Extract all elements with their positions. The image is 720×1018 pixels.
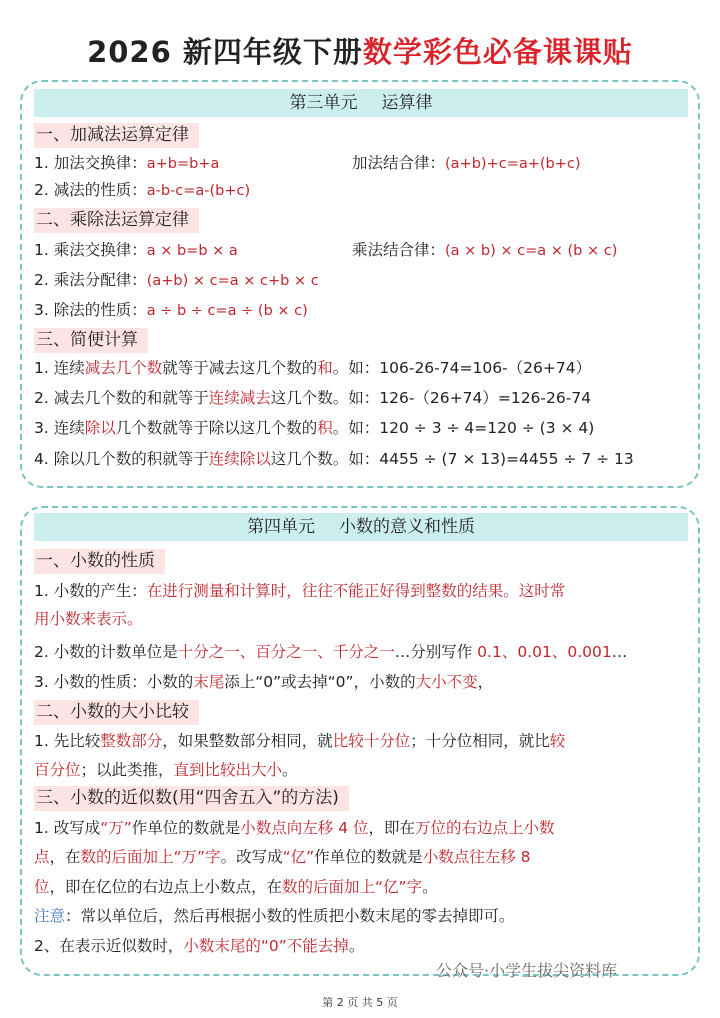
label: 3. 除法的性质： — [34, 301, 147, 319]
unit4-approx-line3 — [34, 874, 438, 900]
formula: a × b=b × a — [146, 243, 238, 259]
unit3-simplify-line3 — [34, 415, 594, 441]
highlight: 连续减去 — [208, 389, 271, 407]
text: 添上“0”或去掉“0”，小数的 — [224, 673, 416, 691]
text: ，即在亿位的右边点上小数点，在 — [49, 878, 283, 896]
unit3-banner-title: 运算律 — [381, 93, 433, 113]
watermark: 公众号·小学生拔尖资料库 — [436, 961, 618, 980]
unit4-section3-heading: 三、小数的近似数(用“四舍五入”的方法) — [34, 786, 349, 811]
unit4-banner-number: 第四单元 — [247, 517, 315, 537]
unit3-line-sub-property — [34, 177, 250, 204]
label: 2. 乘法分配律： — [34, 271, 147, 289]
unit4-compare-line-cont — [34, 757, 298, 783]
text: 这几个数。如：126-（26+74）=126-26-74 — [270, 389, 592, 407]
label: 乘法结合律： — [352, 241, 446, 259]
unit4-origin-line-cont: 用小数来表示。 — [34, 610, 143, 628]
text: …分别写作 — [394, 643, 478, 661]
unit4-banner — [34, 513, 688, 541]
text: 1. 连续 — [34, 359, 85, 377]
label: 1. 乘法交换律： — [34, 241, 147, 259]
unit4-box — [20, 506, 700, 976]
highlight: 小数点向左移 4 位 — [240, 819, 369, 837]
text: ， — [477, 673, 494, 691]
title-part2: 数学彩色必备课课贴 — [362, 35, 633, 69]
highlight: 小数点往左移 8 — [422, 848, 531, 866]
text: 。如：120 ÷ 3 ÷ 4=120 ÷ (3 × 4) — [332, 419, 595, 437]
formula: a ÷ b ÷ c=a ÷ (b × c) — [146, 303, 308, 319]
unit3-simplify-line4 — [34, 446, 634, 472]
formula: (a+b)+c=a+(b+c) — [445, 156, 581, 172]
text: 。 — [282, 761, 298, 779]
highlight: 整数部分 — [100, 732, 163, 750]
unit4-section1-heading: 一、小数的性质 — [34, 549, 165, 574]
highlight: 百分位 — [34, 761, 81, 779]
text: 这几个数。如：4455 ÷ (7 × 13)=4455 ÷ 7 ÷ 13 — [270, 450, 634, 468]
unit3-section2-heading: 二、乘除法运算定律 — [34, 208, 199, 233]
formula: (a × b) × c=a × (b × c) — [445, 243, 618, 259]
highlight: “亿” — [282, 848, 315, 866]
unit4-origin-line — [34, 578, 565, 604]
text: 作单位的数就是 — [131, 819, 241, 837]
unit3-line-mul-commutative — [34, 237, 688, 264]
unit4-property-line — [34, 669, 493, 695]
unit3-box — [20, 80, 700, 488]
highlight: 十分之一、百分之一、千分之一 — [177, 643, 395, 661]
unit4-section2-heading: 二、小数的大小比较 — [34, 700, 199, 725]
text: 2、在表示近似数时， — [34, 937, 184, 955]
label: 1. 加法交换律： — [34, 154, 147, 172]
text: 。如：106-26-74=106-（26+74） — [332, 359, 592, 377]
unit4-banner-title: 小数的意义和性质 — [339, 517, 475, 537]
text: ，即在 — [368, 819, 416, 837]
text: ；以此类推， — [80, 761, 174, 779]
unit4-approx-note — [34, 903, 515, 929]
unit4-compare-line — [34, 728, 565, 754]
formula: a+b=b+a — [146, 156, 220, 172]
highlight: 万位的右边点上小数 — [415, 819, 555, 837]
text: 1. 改写成 — [34, 819, 101, 837]
highlight: 和 — [317, 359, 333, 377]
highlight: 比较十分位 — [332, 732, 411, 750]
formula: a-b-c=a-(b+c) — [146, 183, 251, 199]
text: 3. 连续 — [34, 419, 85, 437]
text: ；十分位相同，就比 — [410, 732, 550, 750]
text: 。 — [422, 878, 438, 896]
unit3-simplify-line1 — [34, 355, 591, 381]
unit3-banner — [34, 89, 688, 117]
text: 1. 先比较 — [34, 732, 101, 750]
title-part1: 2026 新四年级下册 — [87, 35, 363, 69]
highlight: 位 — [34, 878, 50, 896]
unit4-unit-line — [34, 639, 627, 665]
highlight: 减去几个数 — [84, 359, 163, 377]
page-footer: 第 2 页 共 5 页 — [322, 996, 398, 1009]
text: 4. 除以几个数的积就等于 — [34, 450, 209, 468]
highlight: 较 — [549, 732, 566, 750]
text: 2. 小数的计数单位是 — [34, 643, 178, 661]
text: ，如果整数部分相同，就 — [162, 732, 333, 750]
highlight: 除以 — [84, 419, 116, 437]
highlight: 在进行测量和计算时，往往不能正好得到整数的结果。这时常 — [146, 582, 566, 600]
unit3-section1-heading: 一、加减法运算定律 — [34, 123, 199, 148]
text: 。 — [348, 937, 365, 955]
highlight: 末尾 — [193, 673, 225, 691]
unit3-section3-heading: 三、简便计算 — [34, 328, 148, 353]
text: 。改写成 — [220, 848, 283, 866]
unit3-line-distributive — [34, 267, 319, 294]
text: 3. 小数的性质：小数的 — [34, 673, 194, 691]
highlight: 连续除以 — [208, 450, 271, 468]
page-title — [0, 30, 720, 74]
highlight: 大小不变 — [415, 673, 478, 691]
highlight: 数的后面加上“万”字 — [80, 848, 221, 866]
unit4-approx-line1 — [34, 815, 555, 841]
highlight: 数的后面加上“亿”字 — [282, 878, 423, 896]
text: 2. 减去几个数的和就等于 — [34, 389, 209, 407]
highlight: 小数末尾的“0”不能去掉 — [183, 937, 349, 955]
highlight: 直到比较出大小 — [173, 761, 283, 779]
highlight: 点 — [34, 848, 50, 866]
unit3-line-div-property — [34, 297, 308, 324]
label: 2. 减法的性质： — [34, 181, 147, 199]
unit3-simplify-line2 — [34, 385, 591, 411]
unit4-approx-line2 — [34, 844, 530, 870]
text: ：常以单位后，然后再根据小数的性质把小数末尾的零去掉即可。 — [65, 907, 515, 925]
text: … — [611, 643, 628, 661]
text: ，在 — [49, 848, 81, 866]
highlight: “万” — [100, 819, 132, 837]
unit4-approx-line4 — [34, 933, 364, 959]
text: 1. 小数的产生： — [34, 582, 147, 600]
text: 就等于减去这几个数的 — [162, 359, 318, 377]
highlight: 0.1、0.01、0.001 — [477, 643, 612, 661]
label: 加法结合律： — [352, 154, 446, 172]
unit3-banner-number: 第三单元 — [289, 93, 358, 113]
note-label: 注意 — [34, 907, 66, 925]
formula: (a+b) × c=a × c+b × c — [146, 273, 319, 289]
highlight: 积 — [317, 419, 333, 437]
unit3-line-add-commutative — [34, 150, 688, 177]
text: 几个数就等于除以这几个数的 — [115, 419, 318, 437]
text: 作单位的数就是 — [314, 848, 423, 866]
